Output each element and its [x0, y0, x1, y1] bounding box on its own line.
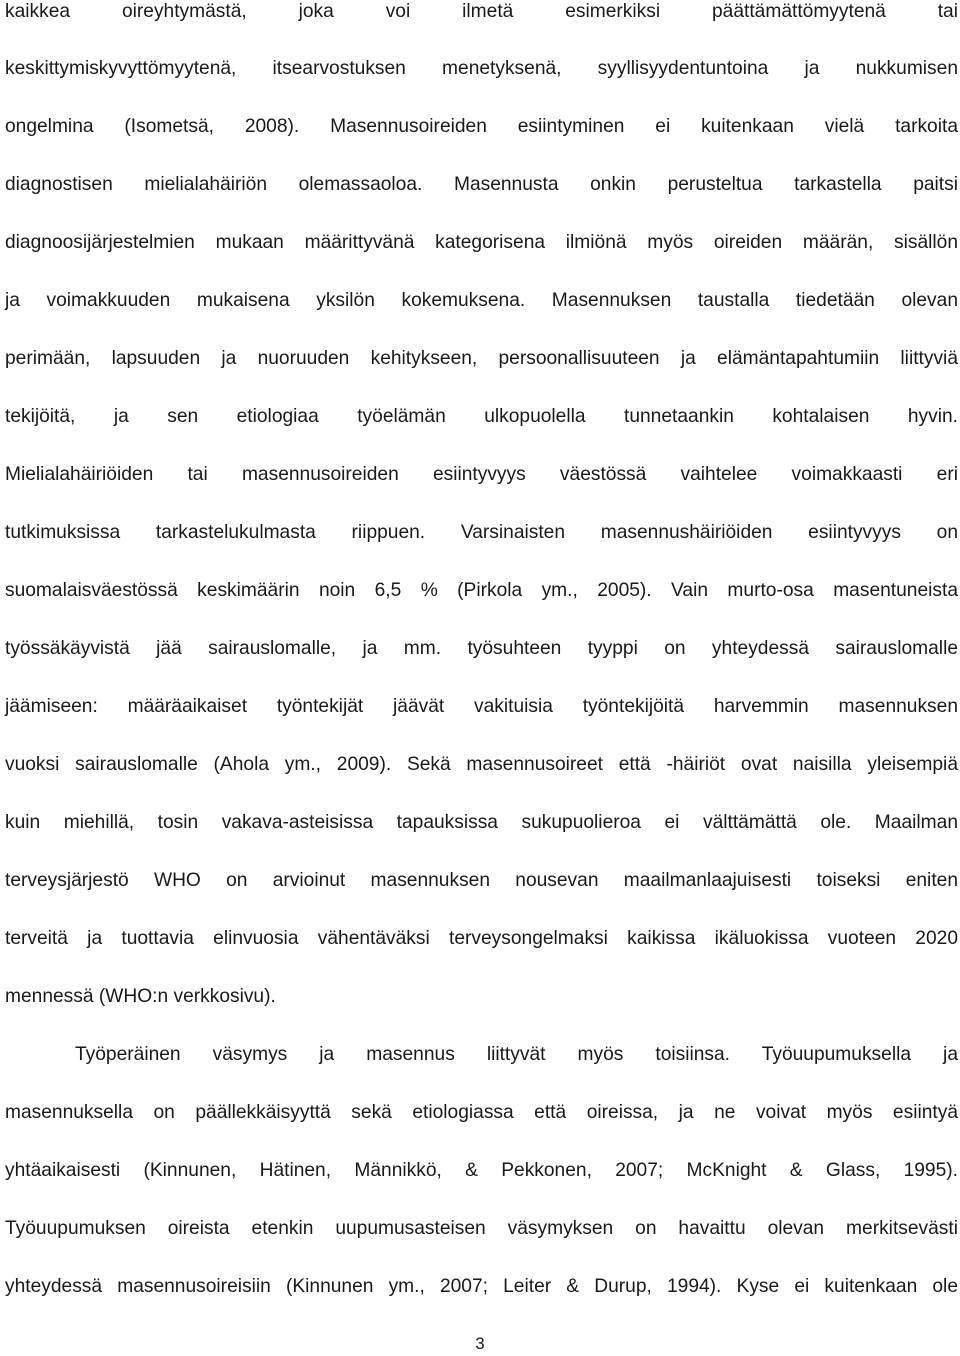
text-line: ja voimakkuuden mukaisena yksilön kokemuksena. Masennuksen taustalla tiedetään olevan	[5, 290, 958, 311]
text-line-paragraph-end: mennessä (WHO:n verkkosivu).	[5, 986, 276, 1007]
text-line: terveitä ja tuottavia elinvuosia vähentäväksi terveysongelmaksi kaikissa ikäluokissa vuoteen 2020	[5, 928, 958, 949]
text-line: Työuupumuksen oireista etenkin uupumusasteisen väsymyksen on havaittu olevan merkitsevästi	[5, 1218, 958, 1239]
text-line: kuin miehillä, tosin vakava-asteisissa tapauksissa sukupuolieroa ei välttämättä ole. Maailman	[5, 812, 958, 833]
text-line: ongelmina (Isometsä, 2008). Masennusoireiden esiintyminen ei kuitenkaan vielä tarkoita	[5, 116, 958, 137]
text-line: jäämiseen: määräaikaiset työntekijät jäävät vakituisia työntekijöitä harvemmin masennuksen	[5, 696, 958, 717]
text-line: työssäkäyvistä jää sairauslomalle, ja mm. työsuhteen tyyppi on yhteydessä sairauslomalle	[5, 638, 958, 659]
text-line: yhtäaikaisesti (Kinnunen, Hätinen, Männikkö, & Pekkonen, 2007; McKnight & Glass, 1995).	[5, 1160, 958, 1181]
text-line: diagnoosijärjestelmien mukaan määrittyvänä kategorisena ilmiönä myös oireiden määrän, sisällön	[5, 232, 958, 253]
text-line: perimään, lapsuuden ja nuoruuden kehitykseen, persoonallisuuteen ja elämäntapahtumiin liittyviä	[5, 348, 958, 369]
text-line: terveysjärjestö WHO on arvioinut masennuksen nousevan maailmanlaajuisesti toiseksi eniten	[5, 870, 958, 891]
text-line: kaikkea oireyhtymästä, joka voi ilmetä esimerkiksi päättämättömyytenä tai	[5, 1, 958, 22]
text-line: yhteydessä masennusoireisiin (Kinnunen ym., 2007; Leiter & Durup, 1994). Kyse ei kuitenkaan ole	[5, 1276, 958, 1297]
text-line: tekijöitä, ja sen etiologiaa työelämän ulkopuolella tunnetaankin kohtalaisen hyvin.	[5, 406, 958, 427]
text-line-paragraph-start: Työperäinen väsymys ja masennus liittyvät myös toisiinsa. Työuupumuksella ja	[75, 1044, 958, 1065]
text-line: Mielialahäiriöiden tai masennusoireiden esiintyvyys väestössä vaihtelee voimakkaasti eri	[5, 464, 958, 485]
text-line: diagnostisen mielialahäiriön olemassaoloa. Masennusta onkin perusteltua tarkastella paitsi	[5, 174, 958, 195]
text-line: vuoksi sairauslomalle (Ahola ym., 2009). Sekä masennusoireet että -häiriöt ovat naisilla yleisempiä	[5, 754, 958, 775]
text-line: masennuksella on päällekkäisyyttä sekä etiologiassa että oireissa, ja ne voivat myös esiintyä	[5, 1102, 958, 1123]
text-line: tutkimuksissa tarkastelukulmasta riippuen. Varsinaisten masennushäiriöiden esiintyvyys on	[5, 522, 958, 543]
page-number: 3	[475, 1334, 485, 1353]
text-line: suomalaisväestössä keskimäärin noin 6,5 % (Pirkola ym., 2005). Vain murto-osa masentuneista	[5, 580, 958, 601]
text-line: keskittymiskyvyttömyytenä, itsearvostuksen menetyksenä, syyllisyydentuntoina ja nukkumisen	[5, 58, 958, 79]
